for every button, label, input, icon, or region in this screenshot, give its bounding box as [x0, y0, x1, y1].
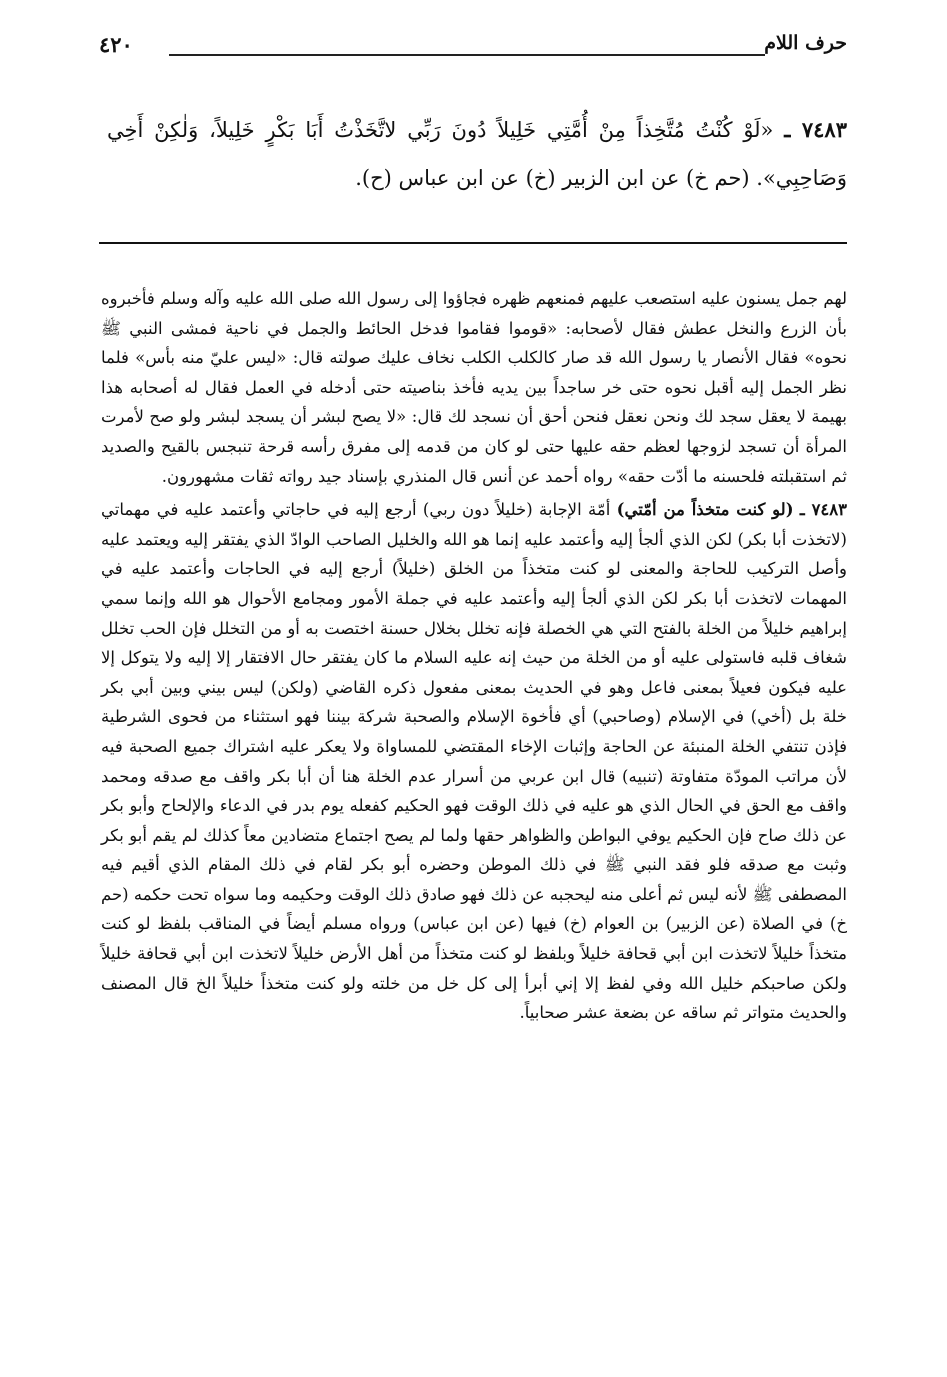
chapter-title: حرف اللام — [764, 32, 847, 54]
commentary-paragraph-2 — [101, 495, 847, 1028]
hadith-body: «لَوْ كُنْتُ مُتَّخِذاً مِنْ أُمَّتِي خَلِيلاً دُونَ رَبِّي لاتَّخَذْتُ أَبَا بَكْرٍ خَلِيلاً، وَلٰكِنْ أَخِي وَصَاحِبِي». (حم خ) عن ابن الزبير (خ) عن ابن عباس (ح). — [107, 118, 847, 190]
footnote-separator — [99, 242, 847, 244]
commentary-hadith-number: ٧٤٨٣ ـ — [799, 500, 848, 520]
commentary-quote: (لو كنت متخذاً من أمّتي) — [616, 500, 794, 520]
commentary-paragraph-2-text: أمّة الإجابة (خليلاً دون ربي) أرجع إليه في حاجاتي وأعتمد عليه في مهماتي (لاتخذت أبا بكر) لكن الذي ألجأ إليه وأعتمد عليه إنما هو الله والخليل الصاحب الوادّ الذي يفتقر إليه ويعتمد عليه وأصل التركيب للحاجة والمعنى لو كنت متخذاً من الخلق (خليلاً) أرجع إليه في الحاجات وأعتمد عليه في المهمات لاتخذت أبا بكر لكن الذي ألجأ إليه وأعتمد عليه في جملة الأمور ومجامع الأحوال هو الله وإنما سمي إبراهيم خليلاً من الخلة بالفتح التي هي الخصلة فإنه تخلل بخلال حسنة اختصت به أو من التخلل فإن الحب تخلل شغاف قلبه فاستولى عليه أو من الخلة من حيث إنه عليه السلام ما كان يفتقر حال الافتقار إلا إليه ولا يتوكل إلا عليه فيكون فعيلاً بمعنى فاعل وهو في الحديث بمعنى مفعول ذكره القاضي (ولكن) ليس بيني وبين أبي بكر خلة بل (أخي) في الإسلام (وصاحبي) أي فأخوة الإسلام والصحبة شركة بيننا فهو استثناء من فحوى الشرطية فإذن تنتفي الخلة المنبئة عن الحاجة وإثبات الإخاء المقتضي للمساواة ولا يعكر عليه اشتراك جميع الصحبة فيه لأن مراتب المودّة متفاوتة (تنبيه) قال ابن عربي من أسرار عدم الخلة هنا أن أبا بكر واقف مع صدقه ومحمد واقف مع الحق في الحال الذي هو عليه في ذلك الوقت فهو الحكيم كفعله يوم بدر في الدعاء والإلحاح وأبو بكر عن ذلك صاح فإن الحكيم يوفي البواطن والظواهر حقها ولما لم يصح اجتماع متضادين معاً كذلك لم يقم أبو بكر وثبت مع صدقه فلو فقد النبي ﷺ في ذلك الموطن وحضره أبو بكر لقام في ذلك المقام الذي أقيم فيه المصطفى ﷺ لأنه ليس ثم أعلى منه ليحجبه عن ذلك فهو صادق ذلك الوقت وحكيمه وما سواه تحت حكمه (حم خ) في الصلاة (عن الزبير) بن العوام (خ) فيها (عن ابن عباس) ورواه مسلم أيضاً في المناقب بلفظ لو كنت متخذاً خليلاً لاتخذت ابن أبي قحافة خليلاً وبلفظ لو كنت متخذاً من أهل الأرض خليلاً لاتخذت ابن أبي قحافة خليلاً ولكن صاحبكم خليل الله وفي لفظ إلا إني أبرأ إلى كل خل من خلته ولو كنت متخذاً خليلاً الخ قال المصنف والحديث متواتر ثم ساقه عن بضعة عشر صحابياً. — [101, 500, 847, 1023]
hadith-text-block — [107, 106, 847, 202]
running-header — [99, 30, 847, 70]
header-rule — [169, 54, 765, 56]
commentary-paragraph-1: لهم جمل يسنون عليه استصعب عليهم فمنعهم ظهره فجاؤوا إلى رسول الله صلى الله عليه وآله وسلم فأخبروه بأن الزرع والنخل عطش فقال لأصحابه: «قوموا فقاموا فدخل الحائط والجمل في ناحية فمشى النبي ﷺ نحوه» فقال الأنصار يا رسول الله قد صار كالكلب الكلب نخاف عليك صولته قال: «ليس عليّ منه بأس» فلما نظر الجمل إليه أقبل نحوه حتى خر ساجداً بين يديه فأخذ بناصيته حتى أدخله في العمل فقال له أصحابه هذا بهيمة لا يعقل سجد لك ونحن نعقل فنحن أحق أن نسجد لك قال: «لا يصح لبشر أن يسجد لبشر ولو صح لأمرت المرأة أن تسجد لزوجها لعظم حقه عليها حتى لو كان من قدمه إلى مفرق رأسه قرحة تنبجس بالقيح والصديد ثم استقبلته فلحسنه ما أدّت حقه» رواه أحمد عن أنس قال المنذري بإسناد جيد رواته ثقات مشهورون. — [101, 289, 848, 486]
hadith-number: ٧٤٨٣ ـ — [784, 117, 847, 142]
commentary-block — [101, 284, 847, 1028]
page-number: ٤٢٠ — [99, 32, 133, 57]
